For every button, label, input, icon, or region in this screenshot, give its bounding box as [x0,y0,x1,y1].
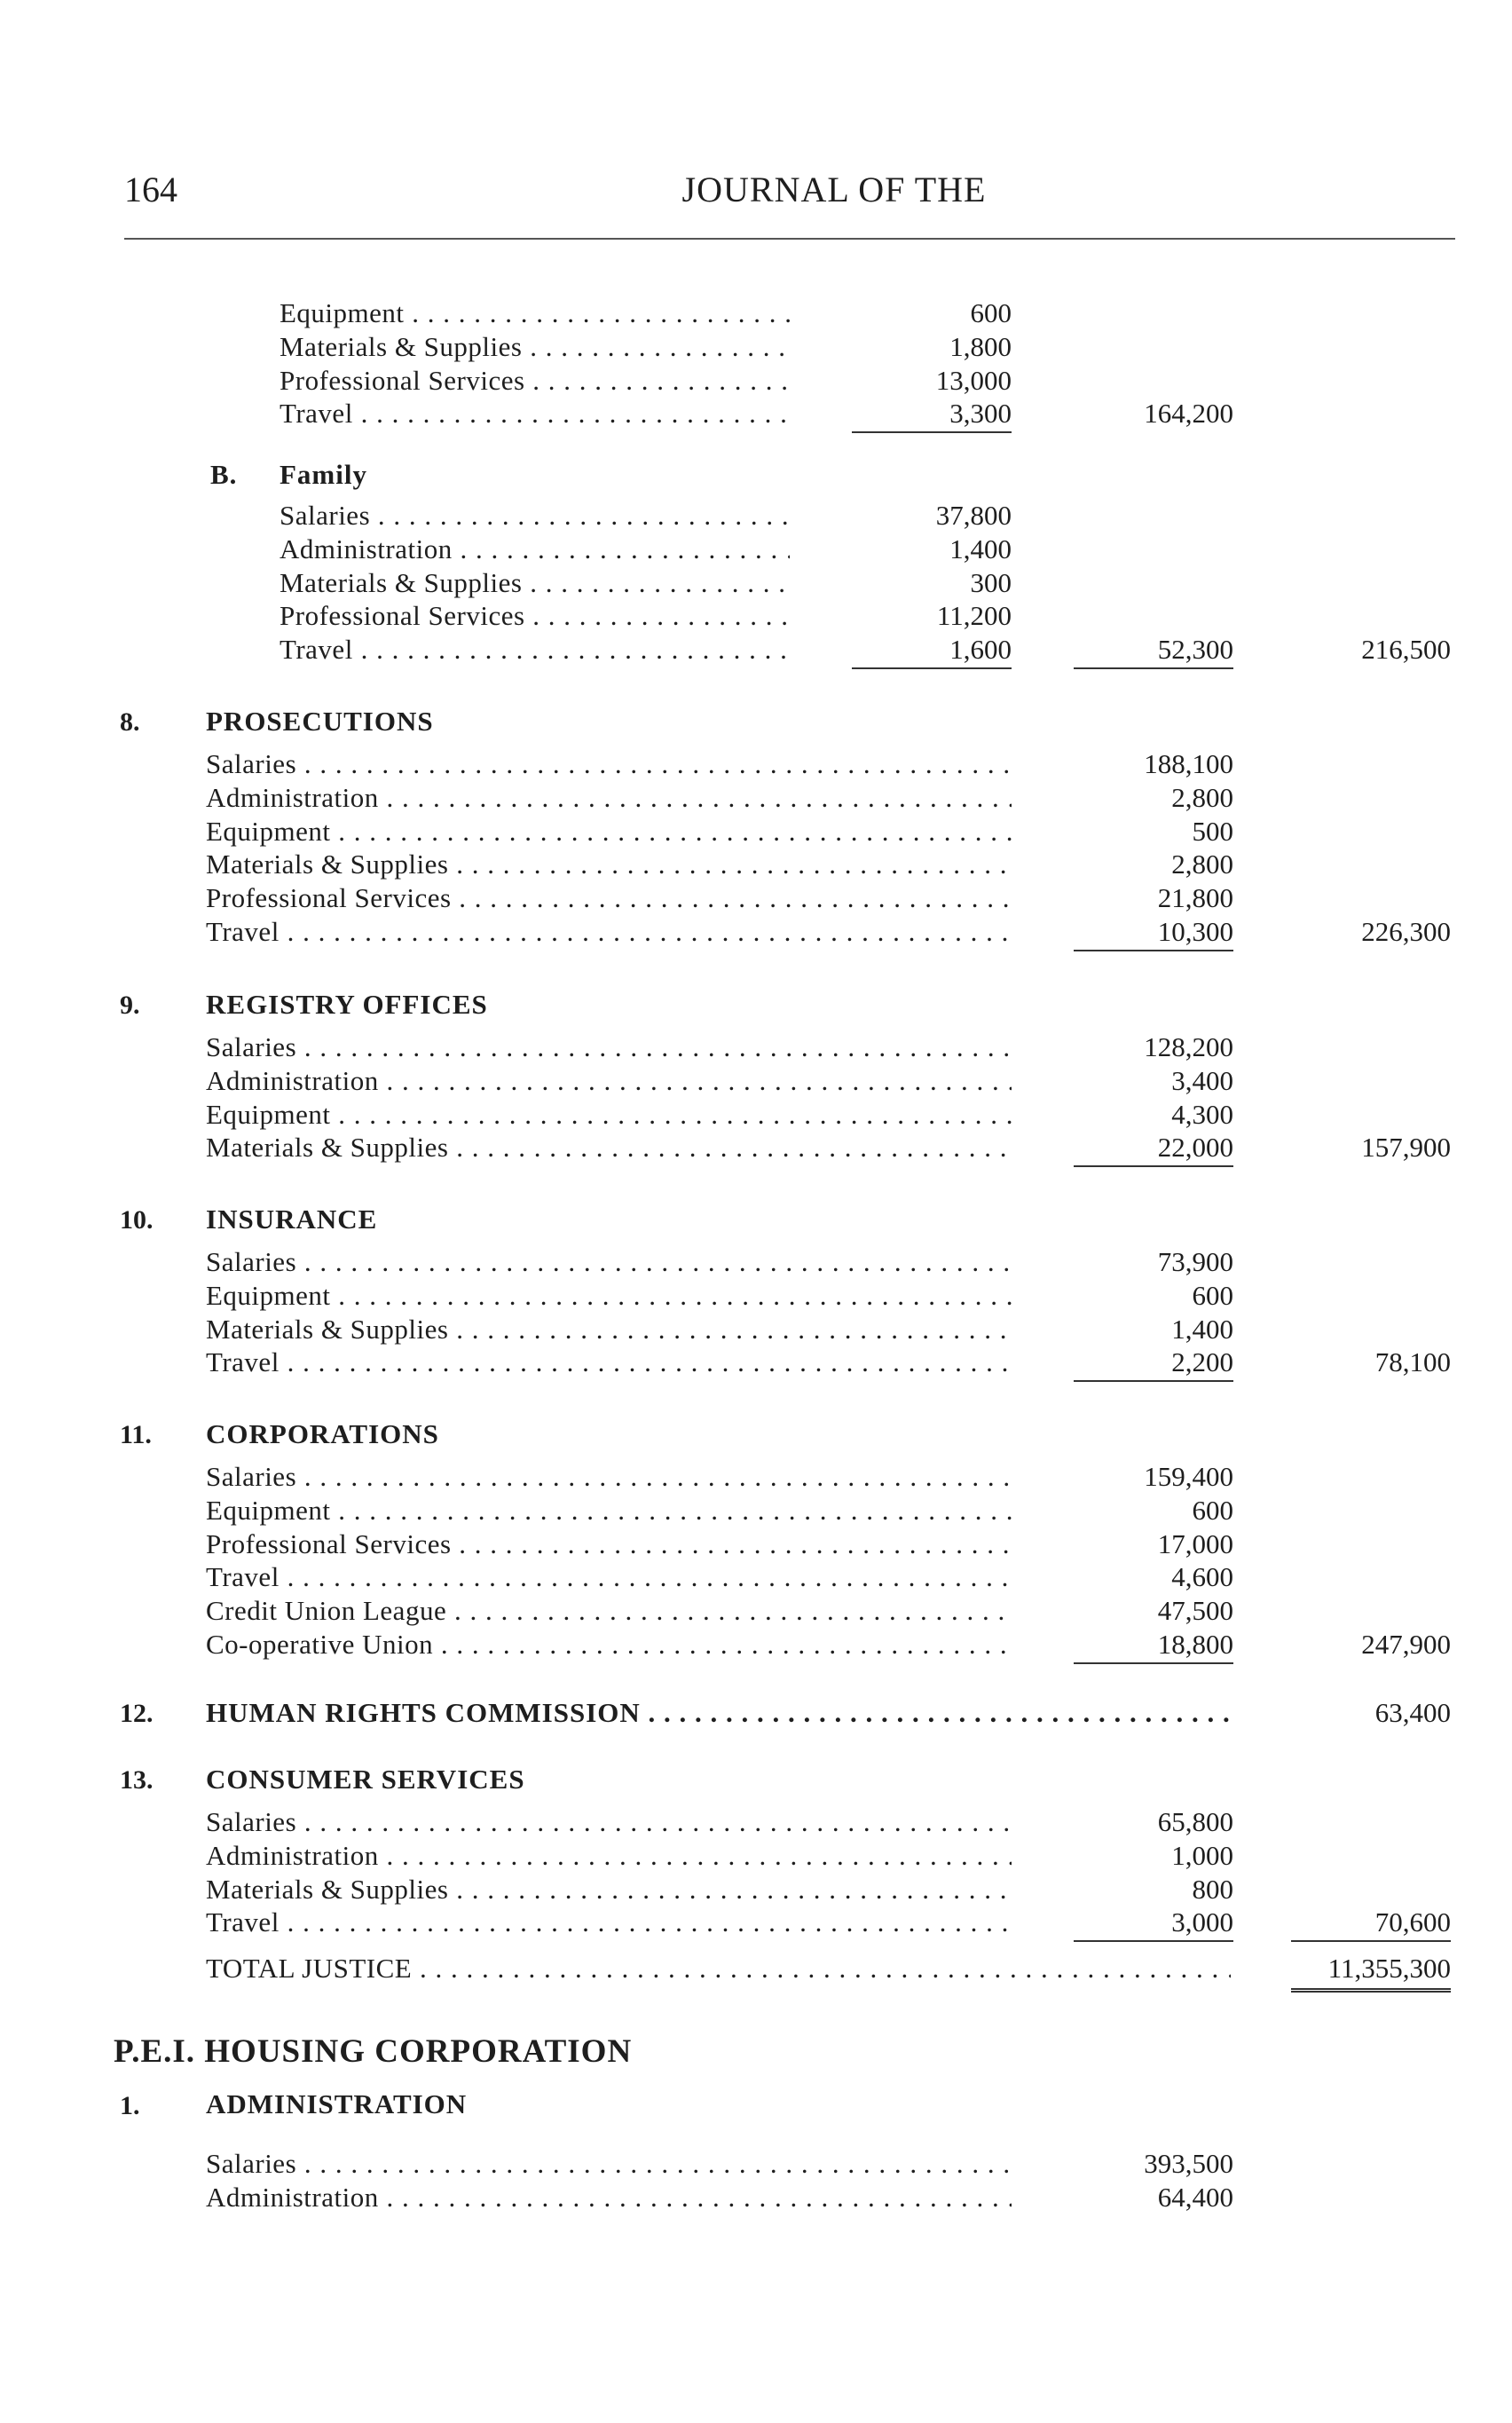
section-number: 1. [120,2091,140,2120]
line-item-amount: 2,800 [1171,781,1233,813]
line-item-label: Salaries . . . [206,2148,1012,2180]
line-item-label: Salaries . . . [206,748,1012,780]
line-item-amount: 21,800 [1157,882,1233,914]
line-item-amount: 1,400 [1171,1313,1233,1345]
section-number: 10. [120,1205,154,1235]
subsection-letter: B. [210,459,238,490]
line-item-label: Professional Services . . . [280,600,790,632]
line-item-amount: 1,800 [949,330,1012,362]
line-item-amount: 22,000 [1074,1132,1233,1167]
line-item-amount: 37,800 [935,500,1012,531]
line-item-label: Materials & Supplies . . . [206,1874,1012,1906]
line-item-label: Travel . . . [206,1561,1012,1593]
section-total: 70,600 [1291,1906,1451,1942]
line-item-amount: 73,900 [1157,1246,1233,1277]
line-item-label: Equipment . . . [206,816,1012,848]
section-total: 226,300 [1361,916,1451,947]
line-item-label: Administration . . . [280,533,790,565]
subsection-subtotal: 164,200 [1144,398,1233,430]
line-item-label: Salaries . . . [206,1031,1012,1063]
line-item-amount: 17,000 [1157,1527,1233,1559]
line-item-label: Salaries . . . [206,1246,1012,1278]
line-item-amount: 10,300 [1074,916,1233,951]
section-title: ADMINISTRATION [206,2088,468,2119]
subsection-subtotal ul: 52,300 [1074,634,1233,669]
line-item-amount: 4,600 [1171,1561,1233,1593]
line-item-label: Administration . . . [206,782,1012,814]
line-item-amount: 1,600 [852,634,1012,669]
section-title: REGISTRY OFFICES [206,989,488,1020]
line-item-label: Equipment . . . [206,1099,1012,1131]
section-title: INSURANCE [206,1204,378,1235]
corporation-title: P.E.I. HOUSING CORPORATION [114,2033,633,2070]
line-item-label: Professional Services . . . [206,882,1012,914]
section-number: 9. [120,991,140,1020]
line-item-label: Travel . . . [206,916,1012,948]
line-item-amount: 2,200 [1074,1346,1233,1382]
line-item-amount: 159,400 [1144,1461,1233,1492]
line-item-label: Salaries . . . [280,500,790,532]
line-item-amount: 3,300 [852,398,1012,433]
line-item-amount: 500 [1192,815,1233,847]
line-item-amount: 65,800 [1157,1806,1233,1837]
total-justice-label: TOTAL JUSTICE . . . [206,1953,1231,1985]
line-item-amount: 393,500 [1144,2148,1233,2179]
header-rule [124,238,1455,240]
line-item-amount: 1,000 [1171,1839,1233,1871]
line-item-label: Travel . . . [280,398,790,430]
line-item-label: Salaries . . . [206,1806,1012,1838]
line-item-label: Administration . . . [206,2182,1012,2214]
line-item-amount: 18,800 [1074,1629,1233,1664]
line-item-amount: 47,500 [1157,1595,1233,1627]
section-total: 247,900 [1361,1629,1451,1660]
line-item-amount: 4,300 [1171,1098,1233,1130]
line-item-amount: 600 [970,297,1012,328]
section-total: 157,900 [1361,1132,1451,1164]
line-item-label: Professional Services . . . [280,365,790,397]
line-item-amount: 13,000 [935,364,1012,396]
subsection-title: Family [280,459,367,490]
line-item-amount: 600 [1192,1279,1233,1311]
line-item-label: Materials & Supplies . . . [280,331,790,363]
line-item-label: Materials & Supplies . . . [206,848,1012,880]
line-item-label: Travel . . . [280,634,790,666]
line-item-label: Equipment . . . [206,1280,1012,1312]
line-item-label: Equipment . . . [206,1495,1012,1527]
line-item-amount: 1,400 [949,533,1012,564]
line-item-label: Administration . . . [206,1840,1012,1872]
line-item-amount: 11,200 [936,600,1012,632]
section-total: 63,400 [1374,1697,1451,1728]
section-number: 11. [120,1420,152,1449]
line-item-amount: 800 [1192,1873,1233,1905]
section-title: CORPORATIONS [206,1418,439,1449]
section-title: HUMAN RIGHTS COMMISSION . . . [206,1697,1231,1729]
line-item-amount: 2,800 [1171,848,1233,880]
line-item-label: Co-operative Union . . . [206,1629,1012,1661]
section-total: 216,500 [1361,634,1451,666]
line-item-amount: 3,400 [1171,1064,1233,1096]
line-item-amount: 3,000 [1074,1906,1233,1942]
section-title: CONSUMER SERVICES [206,1764,525,1795]
line-item-amount: 300 [970,566,1012,598]
line-item-amount: 188,100 [1144,748,1233,779]
line-item-label: Materials & Supplies . . . [206,1132,1012,1164]
section-total: 78,100 [1374,1346,1451,1378]
line-item-amount: 600 [1192,1494,1233,1526]
journal-title: JOURNAL OF THE [681,170,987,209]
section-number: 13. [120,1765,154,1795]
line-item-label: Administration . . . [206,1065,1012,1097]
section-number: 12. [120,1699,154,1728]
line-item-label: Credit Union League . . . [206,1595,1012,1627]
line-item-label: Travel . . . [206,1346,1012,1378]
line-item-label: Travel . . . [206,1906,1012,1938]
section-number: 8. [120,707,140,737]
page-number: 164 [124,170,177,209]
line-item-label: Equipment . . . [280,297,790,329]
line-item-label: Salaries . . . [206,1461,1012,1493]
line-item-label: Professional Services . . . [206,1528,1012,1560]
section-title: PROSECUTIONS [206,706,434,737]
total-justice-amount dul: 11,355,300 [1291,1953,1451,1993]
line-item-amount: 128,200 [1144,1031,1233,1062]
line-item-label: Materials & Supplies . . . [206,1314,1012,1346]
line-item-label: Materials & Supplies . . . [280,567,790,599]
line-item-amount: 64,400 [1157,2181,1233,2213]
